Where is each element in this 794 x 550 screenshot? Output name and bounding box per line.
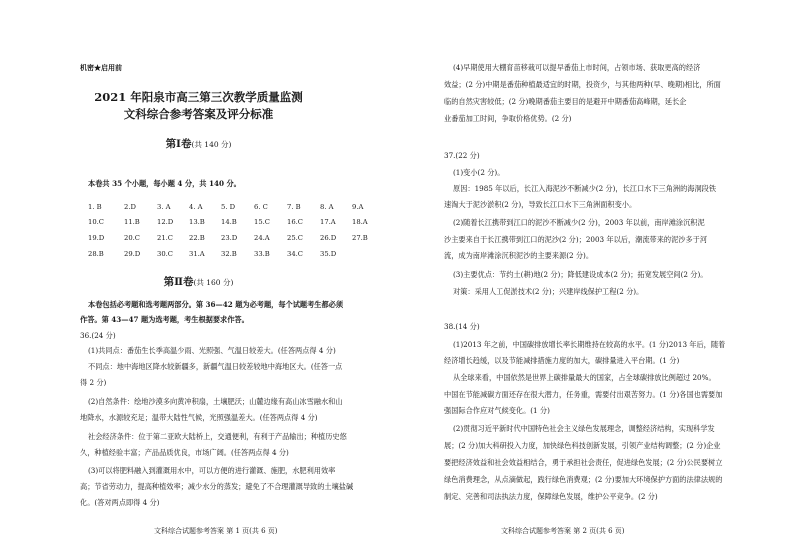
body-line: 社会经济条件：位于第二亚欧大陆桥上，交通便利，有利于产品输出；种植历史悠 [88, 432, 347, 441]
body-line: 从全球来看，中国依然是世界上碳排量最大的国家，占全球碳排放比例超过 20%。 [453, 373, 716, 382]
answer-cell: 17.A [320, 218, 336, 226]
part2-score: (共 160 分) [193, 278, 234, 287]
answer-cell: 32.B [221, 250, 237, 258]
part2-note-line: 本卷包括必考题和选考题两部分。第 36—42 题为必考题，每个试题考生都必须 [88, 300, 344, 309]
body-line: (2)贯彻习近平新时代中国特色社会主义绿色发展理念，调整经济结构，实现科学发 [453, 424, 715, 433]
answer-cell: 33.B [254, 250, 270, 258]
question-heading: 38.(14 分) [444, 322, 480, 331]
answer-cell: 16.C [287, 218, 304, 226]
answer-cell: 19.D [88, 234, 105, 242]
part1-heading [0, 138, 397, 151]
answer-cell: 2.D [124, 203, 136, 211]
body-line: 原因：1985 年以后，长江入海泥沙不断减少(2 分)，长江口水下三角洲的海洞段铁 [453, 184, 717, 193]
body-line: 经济增长趋缓，以及节能减排措施力度的加大，碳排量进入平台期。(1 分) [444, 356, 680, 365]
body-line: 化。(答对两点即得 4 分) [80, 498, 160, 507]
page-footer: 文科综合试题参考答案 第 1 页(共 6 页) [154, 527, 278, 535]
part1-note: 本卷共 35 个小题，每小题 4 分，共 140 分。 [88, 179, 241, 188]
question-heading: 37.(22 分) [444, 151, 480, 160]
part2-note-line: 作答。第 43—47 题为选考题，考生根据要求作答。 [80, 315, 249, 324]
body-line: 沙主要来自于长江携带到江口的泥沙(2 分)；2003 年以后，潮流带来的泥沙多于河 [444, 235, 708, 244]
body-line: (2)自然条件：绘地沙漠多向黄冲积扇，土壤肥沃；山麓边缘有高山冰雪融水和山 [88, 397, 343, 406]
answer-cell: 12.D [157, 218, 174, 226]
answer-cell: 6. C [254, 203, 268, 211]
body-line: (3)可以将肥料融入到灌溉用水中，可以方便的进行灌溉、施肥，水肥利用效率 [88, 466, 336, 475]
body-line: 高；节省劳动力，提高种植效率；减少水分的蒸发；避免了不合理灌溉导致的土壤盐碱 [80, 482, 354, 491]
body-line: 绿色消费理念，从点滴做起，践行绿色消费观；(2 分)要加大环境保护方面的法律法规的 [444, 475, 723, 484]
body-line: (3)主要优点：节约土(耕)地(2 分)；降低建设成本(2 分)；拓宽发展空间(2 分)。 [453, 270, 708, 279]
answer-cell: 8. A [320, 203, 334, 211]
body-line: (2)随着长江携带到江口的泥沙不断减少(2 分)，2003 年以前，南岸滩涂沉积泥 [453, 218, 705, 227]
answer-cell: 11.B [124, 218, 140, 226]
body-line: 制定、完善和司法执法力度，保障绿色发展，维护公平竞争。(2 分) [444, 492, 658, 501]
body-line: 36.(24 分) [80, 331, 116, 340]
answer-cell: 5. D [221, 203, 236, 211]
answer-cell: 23.D [221, 234, 238, 242]
answer-cell: 9.A [352, 203, 364, 211]
part2-title: 第Ⅱ卷 [163, 276, 194, 288]
body-line: 久，种植经验丰富；产品品质优良，市场广阔。(任答两点得 4 分) [80, 448, 289, 457]
answer-cell: 26.D [320, 234, 337, 242]
body-line: 强国际合作应对气候变化。(1 分) [444, 406, 550, 415]
answer-cell: 1. B [88, 203, 102, 211]
confidential-mark: 机密★启用前 [80, 63, 122, 72]
body-line: 不同点：地中海地区降水较新疆多，新疆气温日较差较地中海地区大。(任答一点 [88, 362, 343, 371]
body-line: (1)共同点：番茄生长季高温少雨、光照强、气温日较差大。(任答两点得 4 分) [88, 346, 336, 355]
answer-cell: 28.B [88, 250, 104, 258]
answer-cell: 31.A [189, 250, 205, 258]
answer-cell: 14.B [221, 218, 237, 226]
answer-key-title: 文科综合参考答案及评分标准 [123, 107, 274, 121]
right-page [397, 0, 794, 550]
body-line: 业番茄加工时间，争取价格优势。(2 分) [444, 114, 572, 123]
answer-cell: 13.B [189, 218, 205, 226]
answer-cell: 20.C [124, 234, 141, 242]
answer-cell: 27.B [352, 234, 368, 242]
exam-title: 2021 年阳泉市高三第三次教学质量监测 [94, 90, 303, 104]
answer-cell: 35.D [320, 250, 337, 258]
body-line: (1)变小(2 分)。 [453, 168, 505, 177]
answer-cell: 3. A [157, 203, 171, 211]
page-footer: 文科综合试题参考答案 第 2 页(共 6 页) [501, 527, 625, 535]
part1-score: (共 140 分) [191, 140, 232, 149]
answer-cell: 10.C [88, 218, 105, 226]
answer-cell: 22.B [189, 234, 205, 242]
answer-cell: 30.C [157, 250, 174, 258]
answer-cell: 18.A [352, 218, 368, 226]
answer-cell: 7. B [287, 203, 301, 211]
body-line: 要把经济效益和社会效益相结合，勇于承担社会责任，促进绿色发展；(2 分)公民要树立 [444, 458, 723, 467]
body-line: 速淘大于泥沙淤积(2 分)，导致长江口水下三角洲面积变小。 [444, 200, 637, 209]
part1-title: 第Ⅰ卷 [165, 138, 192, 150]
body-line: 临的自然灾害较低；(2 分)晚期番茄主要目的是避开中期番茄高峰期，延长企 [444, 97, 687, 106]
body-line: (4)早期使用大棚育苗移栽可以提早番茄上市时间，占领市场、获取更高的经济 [453, 63, 701, 72]
answer-cell: 24.A [254, 234, 270, 242]
answer-cell: 4. A [189, 203, 203, 211]
body-line: 对策：采用人工促淤技术(2 分)；兴建岸线保护工程(2 分)。 [453, 287, 644, 296]
body-line: 效益；(2 分)中期是番茄种植最适宜的时期，投资少，与其他两种(早、晚期)相比，所面 [444, 80, 721, 89]
answer-cell: 25.C [287, 234, 304, 242]
answer-cell: 15.C [254, 218, 271, 226]
body-line: 地降水，水源较充足；温带大陆性气候，光照强温差大。(任答两点得 4 分) [80, 413, 318, 422]
answer-cell: 34.C [287, 250, 304, 258]
answer-cell: 21.C [157, 234, 174, 242]
body-line: (1)2013 年之前，中国碳排放增长率长期维持在较高的水平。(1 分)2013 年后，随着 [453, 340, 726, 349]
body-line: 流，成为南岸滩涂沉积泥沙的主要来源(2 分)。 [444, 251, 594, 260]
body-line: 得 2 分) [80, 378, 107, 387]
body-line: 展；(2 分)加大科研投入力度，加快绿色科技创新发展，引领产业结构调整；(2 分)企业 [444, 441, 721, 450]
part2-heading [0, 276, 397, 289]
answer-cell: 29.D [124, 250, 141, 258]
body-line: 中国在节能减碳方面还存在很大潜力，任务重，需要付出艰苦努力。(1 分)各国也需要加 [444, 390, 723, 399]
